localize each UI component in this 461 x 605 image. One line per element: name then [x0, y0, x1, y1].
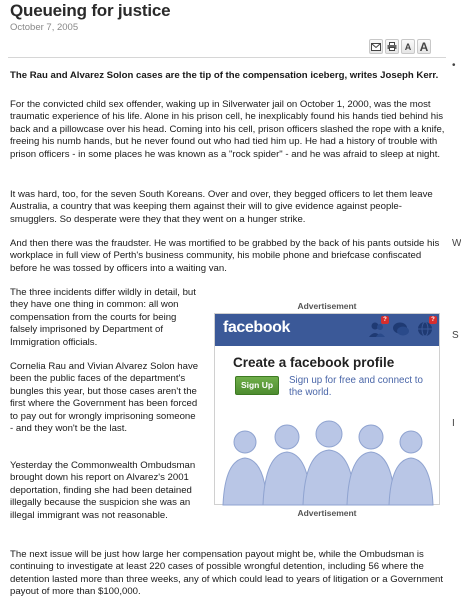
notification-badge: ?	[429, 316, 437, 324]
facebook-ad[interactable]	[214, 313, 440, 505]
article-paragraph: It was hard, too, for the seven South Koreans. Over and over, they begged officers to let them leave Australia, a country that was keeping them against their will to give evidence against people-smugglers. So desperate were they that they went on a hunger strike.	[10, 189, 433, 225]
article-lead: The Rau and Alvarez Solon cases are the tip of the compensation iceberg, writes Joseph Kerr.	[10, 70, 439, 81]
article-title: Queueing for justice	[10, 1, 171, 20]
facebook-ad-headline: Create a facebook profile	[233, 355, 395, 370]
article-paragraph: And then there was the fraudster. He was mortified to be grabbed by the back of his pants outside his workplace in full view of Perth's business community, his mobile phone and briefcase confiscated before he was tossed by officers into a waiting van.	[10, 238, 440, 274]
article-date: October 7, 2005	[10, 22, 79, 33]
article-paragraph: Cornelia Rau and Vivian Alvarez Solon have been the public faces of the department's bungles this year, but those cases aren't the first where the Government has been forced to pay out for wrongly imprisoning someone - and they won't be the last.	[10, 361, 199, 435]
advertisement-label: Advertisement	[297, 508, 357, 518]
article-paragraph: The next issue will be just how large her compensation payout might be, while the Ombudsman is continuing to investigate at least 220 cases of possible wrongful detention, including 56 where the detention lasted more than three weeks, any of which could lead to years of litigation or a Government payout of more than $100,000.	[10, 549, 444, 598]
article-toolbar	[369, 38, 431, 55]
article-paragraph: For the convicted child sex offender, waking up in Silverwater jail on October 1, 2000, was the most traumatic experience of his life. Alone in his prison cell, he inexplicably found his hands tied behind his back and a pillowcase over his head. Coming into his cell, prison officers slashed the rope with a knife, freeing his numb hands, but he never found out who had tied him up. He had a history of trouble with prison officers - in some places he was known as a "rock spider" - and he was afraid to sleep at night.	[10, 99, 445, 160]
print-icon[interactable]	[385, 39, 399, 54]
article-paragraph: Yesterday the Commonwealth Ombudsman brought down his report on Alvarez's 2001 deportation, finding she had been detained illegally because the suspicion she was an illegal immigrant was not reasonable.	[10, 460, 196, 521]
title-divider	[8, 57, 446, 58]
globe-icon	[415, 319, 435, 339]
facebook-ad-header	[215, 314, 439, 346]
email-icon[interactable]	[369, 39, 383, 54]
text-larger-icon[interactable]: A	[417, 39, 431, 54]
people-illustration	[215, 412, 439, 505]
clipped-sidebar-glyph: S	[452, 330, 459, 341]
messages-icon	[391, 319, 411, 339]
facebook-notification-icons	[367, 319, 435, 339]
sign-up-button[interactable]: Sign Up	[235, 376, 279, 395]
friend-requests-icon	[367, 319, 387, 339]
facebook-logo: facebook	[223, 319, 291, 336]
facebook-ad-subtext: Sign up for free and connect to the world.	[289, 375, 423, 398]
advertisement-label: Advertisement	[297, 301, 357, 311]
clipped-sidebar-glyph: W	[452, 238, 461, 249]
article-paragraph: The three incidents differ wildly in detail, but they have one thing in common: all won compensation from the courts for being falsely imprisoned by Department of Immigration officials.	[10, 287, 196, 348]
notification-badge: ?	[381, 316, 389, 324]
text-smaller-icon[interactable]: A	[401, 39, 415, 54]
clipped-sidebar-glyph: •	[452, 60, 456, 71]
clipped-sidebar-glyph: I	[452, 418, 455, 429]
